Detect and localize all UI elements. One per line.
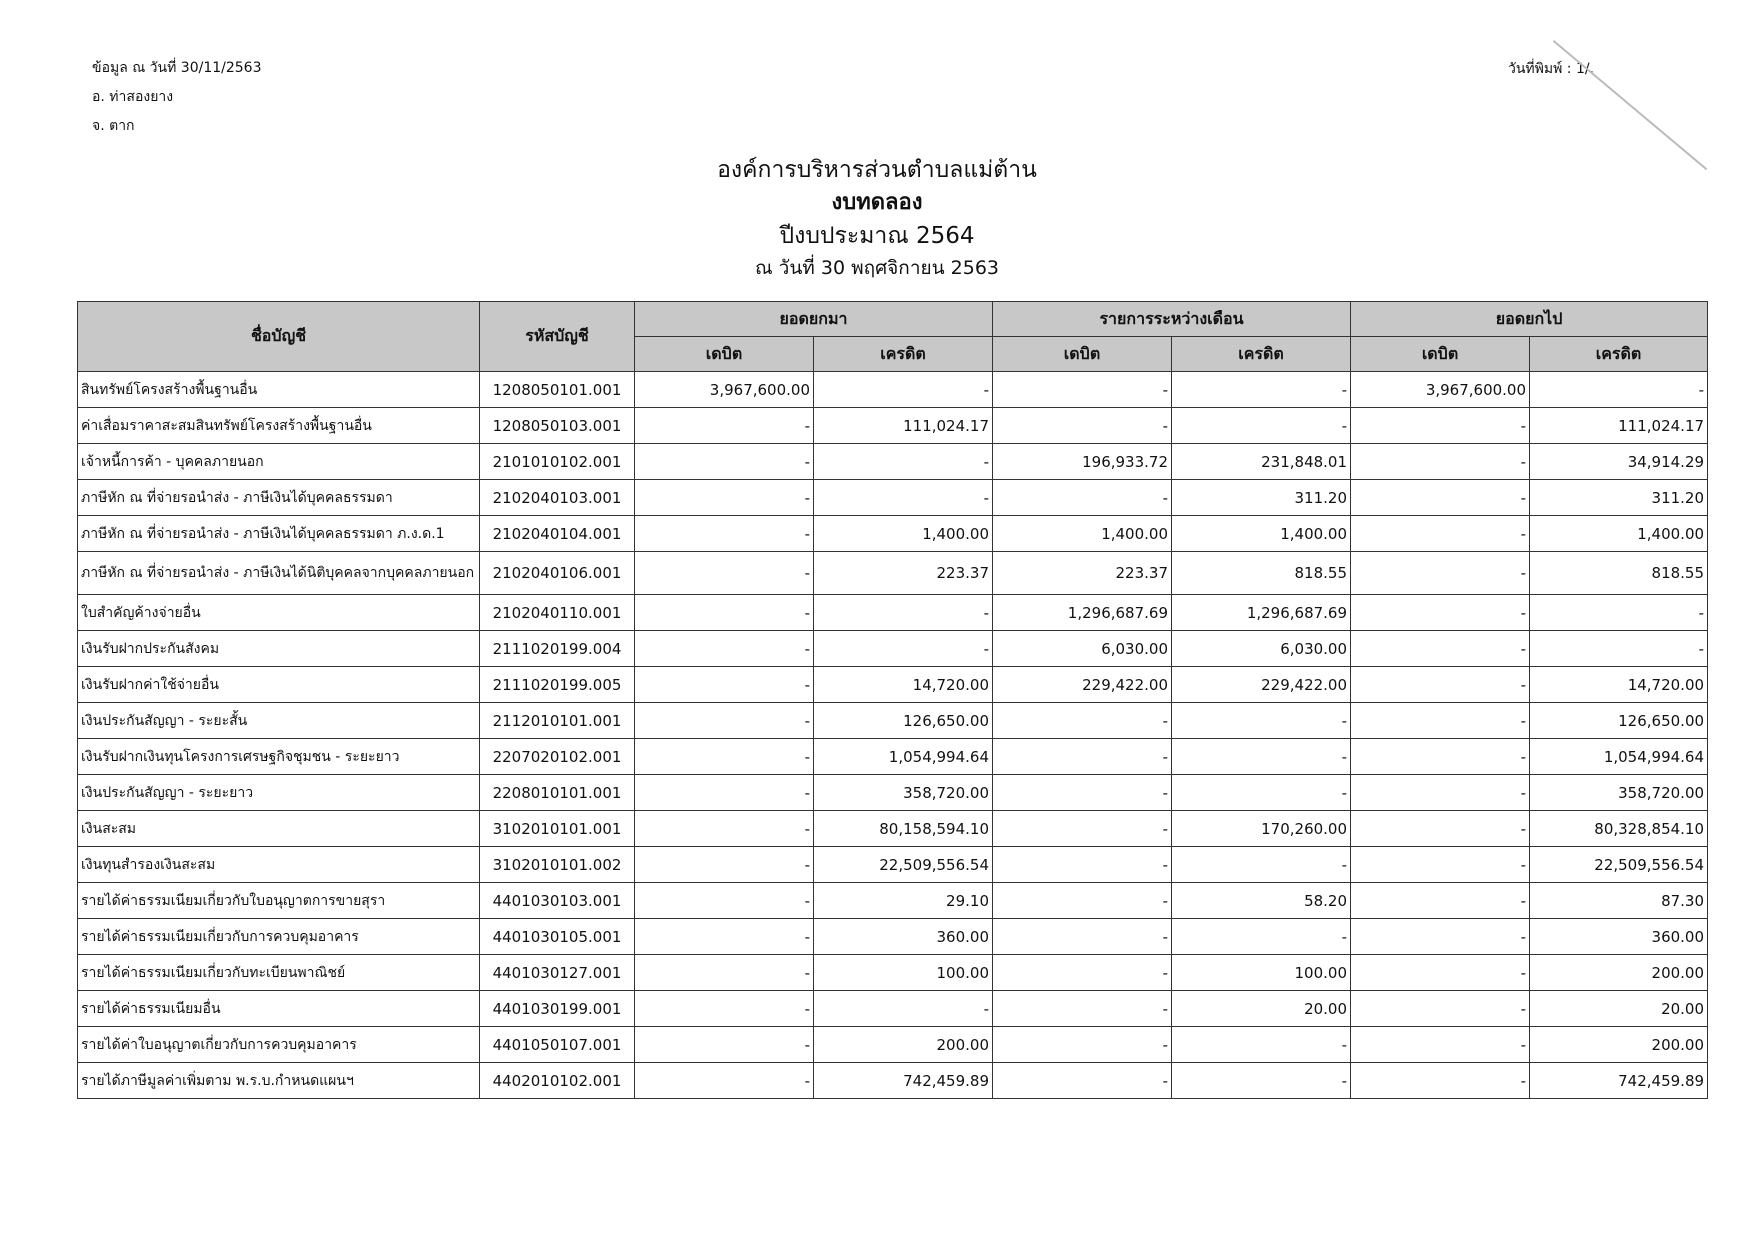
amount-cell-bf-cr: 360.00 — [814, 919, 993, 955]
amount-cell-bf-cr: 1,054,994.64 — [814, 739, 993, 775]
amount-cell-bf-cr: 14,720.00 — [814, 667, 993, 703]
account-code-cell: 2102040110.001 — [480, 595, 635, 631]
amount-cell-cf-dr: - — [1351, 703, 1530, 739]
amount-cell-m-dr: - — [993, 847, 1172, 883]
amount-cell-m-cr: - — [1172, 372, 1351, 408]
account-name-cell: เงินรับฝากเงินทุนโครงการเศรษฐกิจชุมชน - ระยะยาว — [78, 739, 480, 775]
amount-cell-m-cr: 6,030.00 — [1172, 631, 1351, 667]
amount-cell-cf-cr: 1,400.00 — [1530, 516, 1708, 552]
amount-cell-m-dr: - — [993, 775, 1172, 811]
account-code-cell: 1208050101.001 — [480, 372, 635, 408]
table-row — [78, 595, 1708, 631]
print-date: วันที่พิมพ์ : 1/. — [1508, 61, 1595, 77]
account-name-cell: เงินประกันสัญญา - ระยะสั้น — [78, 703, 480, 739]
amount-cell-m-dr: 196,933.72 — [993, 444, 1172, 480]
amount-cell-cf-cr: 818.55 — [1530, 552, 1708, 595]
amount-cell-bf-dr: - — [635, 991, 814, 1027]
amount-cell-cf-cr: 358,720.00 — [1530, 775, 1708, 811]
account-code-cell: 3102010101.002 — [480, 847, 635, 883]
account-name-cell: เจ้าหนี้การค้า - บุคคลภายนอก — [78, 444, 480, 480]
amount-cell-bf-dr: 3,967,600.00 — [635, 372, 814, 408]
account-name-cell: รายได้ค่าธรรมเนียมเกี่ยวกับการควบคุมอาคาร — [78, 919, 480, 955]
amount-cell-m-cr: - — [1172, 703, 1351, 739]
amount-cell-m-cr: - — [1172, 919, 1351, 955]
account-code-cell: 2111020199.004 — [480, 631, 635, 667]
table-row — [78, 703, 1708, 739]
amount-cell-cf-dr: - — [1351, 516, 1530, 552]
account-code-cell: 2102040103.001 — [480, 480, 635, 516]
amount-cell-m-dr: 6,030.00 — [993, 631, 1172, 667]
amount-cell-m-cr: - — [1172, 1027, 1351, 1063]
col-account-code: รหัสบัญชี — [480, 302, 635, 372]
amount-cell-m-cr: - — [1172, 739, 1351, 775]
district: อ. ท่าสองยาง — [92, 89, 174, 105]
amount-cell-bf-cr: 126,650.00 — [814, 703, 993, 739]
amount-cell-cf-dr: - — [1351, 1063, 1530, 1099]
account-code-cell: 2112010101.001 — [480, 703, 635, 739]
account-code-cell: 3102010101.001 — [480, 811, 635, 847]
amount-cell-cf-cr: 360.00 — [1530, 919, 1708, 955]
amount-cell-bf-dr: - — [635, 775, 814, 811]
amount-cell-m-cr: 311.20 — [1172, 480, 1351, 516]
account-code-cell: 2207020102.001 — [480, 739, 635, 775]
amount-cell-cf-dr: - — [1351, 847, 1530, 883]
amount-cell-cf-dr: - — [1351, 739, 1530, 775]
amount-cell-m-cr: 1,296,687.69 — [1172, 595, 1351, 631]
amount-cell-cf-cr: 200.00 — [1530, 955, 1708, 991]
amount-cell-bf-dr: - — [635, 516, 814, 552]
col-cf-debit: เดบิต — [1351, 337, 1530, 372]
account-name-cell: รายได้ค่าธรรมเนียมอื่น — [78, 991, 480, 1027]
amount-cell-bf-dr: - — [635, 480, 814, 516]
col-bf-credit: เครดิต — [814, 337, 993, 372]
amount-cell-cf-dr: - — [1351, 883, 1530, 919]
amount-cell-cf-dr: - — [1351, 955, 1530, 991]
amount-cell-bf-cr: 358,720.00 — [814, 775, 993, 811]
table-row — [78, 955, 1708, 991]
account-name-cell: เงินทุนสำรองเงินสะสม — [78, 847, 480, 883]
account-name-cell: รายได้ภาษีมูลค่าเพิ่มตาม พ.ร.บ.กำหนดแผนฯ — [78, 1063, 480, 1099]
amount-cell-m-dr: - — [993, 991, 1172, 1027]
table-row — [78, 883, 1708, 919]
amount-cell-cf-dr: - — [1351, 991, 1530, 1027]
account-code-cell: 2102040106.001 — [480, 552, 635, 595]
table-row — [78, 919, 1708, 955]
amount-cell-cf-dr: 3,967,600.00 — [1351, 372, 1530, 408]
table-row — [78, 408, 1708, 444]
fiscal-year: ปีงบประมาณ 2564 — [779, 223, 975, 249]
amount-cell-m-dr: 223.37 — [993, 552, 1172, 595]
col-month-debit: เดบิต — [993, 337, 1172, 372]
amount-cell-m-dr: - — [993, 1063, 1172, 1099]
table-row — [78, 444, 1708, 480]
amount-cell-m-dr: - — [993, 408, 1172, 444]
amount-cell-m-cr: - — [1172, 775, 1351, 811]
col-account-name: ชื่อบัญชี — [78, 302, 480, 372]
account-name-cell: เงินรับฝากค่าใช้จ่ายอื่น — [78, 667, 480, 703]
amount-cell-bf-cr: - — [814, 631, 993, 667]
amount-cell-m-cr: 1,400.00 — [1172, 516, 1351, 552]
amount-cell-cf-cr: 87.30 — [1530, 883, 1708, 919]
report-title-block — [0, 153, 1754, 283]
account-name-cell: ภาษีหัก ณ ที่จ่ายรอนำส่ง - ภาษีเงินได้นิติบุคคลจากบุคคลภายนอก — [78, 552, 480, 595]
amount-cell-cf-cr: 20.00 — [1530, 991, 1708, 1027]
col-carried-forward: ยอดยกไป — [1351, 302, 1708, 337]
as-of-date: ณ วันที่ 30 พฤศจิกายน 2563 — [754, 257, 999, 279]
table-row — [78, 1027, 1708, 1063]
amount-cell-m-dr: - — [993, 739, 1172, 775]
amount-cell-cf-cr: 14,720.00 — [1530, 667, 1708, 703]
amount-cell-bf-cr: - — [814, 372, 993, 408]
account-name-cell: รายได้ค่าธรรมเนียมเกี่ยวกับทะเบียนพาณิชย์ — [78, 955, 480, 991]
amount-cell-m-cr: 100.00 — [1172, 955, 1351, 991]
amount-cell-cf-cr: 200.00 — [1530, 1027, 1708, 1063]
amount-cell-m-dr: 1,400.00 — [993, 516, 1172, 552]
table-row — [78, 552, 1708, 595]
amount-cell-bf-dr: - — [635, 1027, 814, 1063]
account-code-cell: 2208010101.001 — [480, 775, 635, 811]
amount-cell-m-cr: - — [1172, 408, 1351, 444]
amount-cell-cf-dr: - — [1351, 667, 1530, 703]
amount-cell-cf-cr: 22,509,556.54 — [1530, 847, 1708, 883]
table-row — [78, 775, 1708, 811]
amount-cell-m-cr: - — [1172, 1063, 1351, 1099]
account-name-cell: ภาษีหัก ณ ที่จ่ายรอนำส่ง - ภาษีเงินได้บุคคลธรรมดา ภ.ง.ด.1 — [78, 516, 480, 552]
amount-cell-m-dr: - — [993, 883, 1172, 919]
amount-cell-cf-dr: - — [1351, 444, 1530, 480]
account-code-cell: 1208050103.001 — [480, 408, 635, 444]
account-code-cell: 4401030103.001 — [480, 883, 635, 919]
amount-cell-cf-dr: - — [1351, 595, 1530, 631]
table-row — [78, 1063, 1708, 1099]
amount-cell-bf-dr: - — [635, 739, 814, 775]
account-name-cell: สินทรัพย์โครงสร้างพื้นฐานอื่น — [78, 372, 480, 408]
amount-cell-m-cr: 58.20 — [1172, 883, 1351, 919]
trial-balance-table — [77, 301, 1708, 1099]
amount-cell-bf-dr: - — [635, 883, 814, 919]
amount-cell-m-cr: 20.00 — [1172, 991, 1351, 1027]
province: จ. ตาก — [92, 118, 135, 134]
amount-cell-bf-cr: 22,509,556.54 — [814, 847, 993, 883]
account-name-cell: ค่าเสื่อมราคาสะสมสินทรัพย์โครงสร้างพื้นฐานอื่น — [78, 408, 480, 444]
account-code-cell: 2111020199.005 — [480, 667, 635, 703]
amount-cell-m-dr: - — [993, 811, 1172, 847]
col-cf-credit: เครดิต — [1530, 337, 1708, 372]
report-name: งบทดลอง — [831, 190, 923, 215]
amount-cell-cf-cr: 311.20 — [1530, 480, 1708, 516]
amount-cell-cf-dr: - — [1351, 775, 1530, 811]
data-date: ข้อมูล ณ วันที่ 30/11/2563 — [92, 60, 262, 76]
amount-cell-cf-cr: - — [1530, 631, 1708, 667]
amount-cell-m-dr: - — [993, 955, 1172, 991]
account-name-cell: ภาษีหัก ณ ที่จ่ายรอนำส่ง - ภาษีเงินได้บุคคลธรรมดา — [78, 480, 480, 516]
amount-cell-cf-dr: - — [1351, 552, 1530, 595]
amount-cell-m-dr: - — [993, 480, 1172, 516]
table-row — [78, 739, 1708, 775]
account-name-cell: เงินรับฝากประกันสังคม — [78, 631, 480, 667]
amount-cell-m-dr: 229,422.00 — [993, 667, 1172, 703]
account-code-cell: 2101010102.001 — [480, 444, 635, 480]
col-brought-forward: ยอดยกมา — [635, 302, 993, 337]
amount-cell-cf-cr: 34,914.29 — [1530, 444, 1708, 480]
amount-cell-bf-cr: - — [814, 480, 993, 516]
table-body — [78, 372, 1708, 1099]
amount-cell-cf-cr: 126,650.00 — [1530, 703, 1708, 739]
amount-cell-m-dr: - — [993, 919, 1172, 955]
amount-cell-bf-dr: - — [635, 552, 814, 595]
amount-cell-cf-cr: 1,054,994.64 — [1530, 739, 1708, 775]
amount-cell-bf-dr: - — [635, 847, 814, 883]
amount-cell-m-dr: - — [993, 703, 1172, 739]
amount-cell-m-cr: - — [1172, 847, 1351, 883]
amount-cell-bf-cr: 29.10 — [814, 883, 993, 919]
amount-cell-bf-dr: - — [635, 631, 814, 667]
table-row — [78, 631, 1708, 667]
amount-cell-cf-dr: - — [1351, 480, 1530, 516]
amount-cell-cf-dr: - — [1351, 408, 1530, 444]
col-bf-debit: เดบิต — [635, 337, 814, 372]
col-during-month: รายการระหว่างเดือน — [993, 302, 1351, 337]
amount-cell-cf-dr: - — [1351, 1027, 1530, 1063]
account-code-cell: 4401030105.001 — [480, 919, 635, 955]
table-row — [78, 847, 1708, 883]
account-name-cell: เงินสะสม — [78, 811, 480, 847]
amount-cell-m-dr: 1,296,687.69 — [993, 595, 1172, 631]
amount-cell-bf-dr: - — [635, 703, 814, 739]
scan-artifact — [1553, 40, 1707, 170]
account-name-cell: เงินประกันสัญญา - ระยะยาว — [78, 775, 480, 811]
amount-cell-cf-cr: 742,459.89 — [1530, 1063, 1708, 1099]
amount-cell-bf-cr: 742,459.89 — [814, 1063, 993, 1099]
account-name-cell: ใบสำคัญค้างจ่ายอื่น — [78, 595, 480, 631]
amount-cell-bf-cr: 1,400.00 — [814, 516, 993, 552]
amount-cell-bf-cr: - — [814, 444, 993, 480]
table-row — [78, 811, 1708, 847]
amount-cell-cf-cr: - — [1530, 595, 1708, 631]
account-code-cell: 4401050107.001 — [480, 1027, 635, 1063]
amount-cell-bf-dr: - — [635, 595, 814, 631]
org-name: องค์การบริหารส่วนตำบลแม่ต้าน — [717, 157, 1037, 183]
table-row — [78, 516, 1708, 552]
table-row — [78, 667, 1708, 703]
amount-cell-bf-cr: - — [814, 595, 993, 631]
amount-cell-cf-cr: 111,024.17 — [1530, 408, 1708, 444]
amount-cell-cf-cr: - — [1530, 372, 1708, 408]
amount-cell-m-dr: - — [993, 372, 1172, 408]
amount-cell-m-cr: 229,422.00 — [1172, 667, 1351, 703]
amount-cell-bf-cr: 80,158,594.10 — [814, 811, 993, 847]
amount-cell-m-cr: 231,848.01 — [1172, 444, 1351, 480]
amount-cell-cf-cr: 80,328,854.10 — [1530, 811, 1708, 847]
amount-cell-bf-cr: 100.00 — [814, 955, 993, 991]
amount-cell-cf-dr: - — [1351, 631, 1530, 667]
amount-cell-bf-dr: - — [635, 1063, 814, 1099]
col-month-credit: เครดิต — [1172, 337, 1351, 372]
account-code-cell: 4402010102.001 — [480, 1063, 635, 1099]
amount-cell-cf-dr: - — [1351, 811, 1530, 847]
table-row — [78, 991, 1708, 1027]
amount-cell-bf-dr: - — [635, 811, 814, 847]
amount-cell-m-cr: 818.55 — [1172, 552, 1351, 595]
amount-cell-bf-cr: 200.00 — [814, 1027, 993, 1063]
account-name-cell: รายได้ค่าใบอนุญาตเกี่ยวกับการควบคุมอาคาร — [78, 1027, 480, 1063]
amount-cell-m-cr: 170,260.00 — [1172, 811, 1351, 847]
amount-cell-bf-dr: - — [635, 955, 814, 991]
amount-cell-bf-cr: 223.37 — [814, 552, 993, 595]
table-row — [78, 372, 1708, 408]
amount-cell-bf-dr: - — [635, 408, 814, 444]
account-code-cell: 2102040104.001 — [480, 516, 635, 552]
amount-cell-bf-cr: 111,024.17 — [814, 408, 993, 444]
amount-cell-bf-dr: - — [635, 444, 814, 480]
amount-cell-m-dr: - — [993, 1027, 1172, 1063]
amount-cell-bf-dr: - — [635, 667, 814, 703]
table-row — [78, 480, 1708, 516]
account-name-cell: รายได้ค่าธรรมเนียมเกี่ยวกับใบอนุญาตการขายสุรา — [78, 883, 480, 919]
amount-cell-bf-cr: - — [814, 991, 993, 1027]
amount-cell-cf-dr: - — [1351, 919, 1530, 955]
account-code-cell: 4401030199.001 — [480, 991, 635, 1027]
account-code-cell: 4401030127.001 — [480, 955, 635, 991]
amount-cell-bf-dr: - — [635, 919, 814, 955]
